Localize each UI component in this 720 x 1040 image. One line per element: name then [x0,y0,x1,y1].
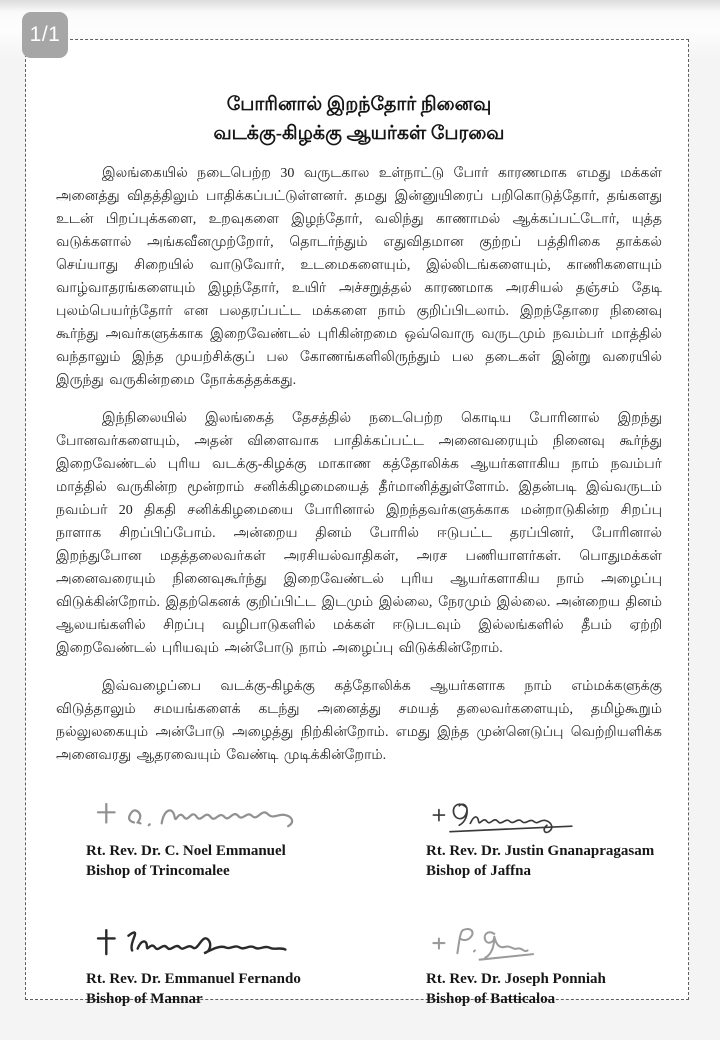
signature-scribble-icon [86,921,326,967]
signature-block [426,921,694,1009]
signatory-title: Bishop of Mannar [86,991,203,1007]
signatory-title: Bishop of Trincomalee [86,863,230,879]
document-title [56,90,662,148]
paragraph: இவ்வழைப்பை வடக்கு-கிழக்கு கத்தோலிக்க ஆயர்களாக நாம் எம்மக்களுக்கு விடுத்தாலும் சமயங்களைக் கடந்து அனைத்து சமயத் தலைவர்களையும், தமிழ்கூறும் நல்லுலகையும் அன்போடு அழைத்து நிற்கின்றோம். எமது இந்த முன்னெடுப்பு வெற்றியளிக்க அனைவரது ஆதரவையும் வேண்டி முடிக்கின்றோம். [56,679,662,763]
signature-scribble-icon [426,921,666,967]
document-page [25,39,689,1007]
paragraph: இந்நிலையில் இலங்கைத் தேசத்தில் நடைபெற்ற கொடிய போரினால் இறந்து போனவர்களையும், அதன் விளைவாக பாதிக்கப்பட்ட அனைவரையும் நினைவு கூர்ந்து இறைவேண்டல் புரிய வடக்கு-கிழக்கு மாகாண கத்தோலிக்க ஆயர்களாகிய நாம் நவம்பர் மாத்தில் வருகின்ற மூன்றாம் சனிக்கிழமையைத் தீர்மானித்துள்ளோம். இதன்படி இவ்வருடம் நவம்பர் 20 திகதி சனிக்கிழமையை போரினால் இறந்தவர்களுக்காக மன்றாடுகின்ற சிறப்பு நாளாக சிறப்பிப்போம். அன்றைய தினம் போரில் ஈடுபட்ட தரப்பினர், போரினால் இறந்துபோன மதத்தலைவர்கள் அரசியல்வாதிகள், அரச பணியாளர்கள். பொதுமக்கள் அனைவரையும் நினைவுகூர்ந்து இறைவேண்டல் புரிய ஆயர்களாகிய நாம் அழைப்பு விடுக்கின்றோம். இதற்கெனக் குறிப்பிட்ட இடமும் இல்லை, நேரமும் இல்லை. அன்றைய தினம் ஆலயங்களில் சிறப்பு வழிபாடுகளில் மக்கள் ஈடுபடவும் இல்லங்களில் தீபம் ஏற்றி இறைவேண்டல் புரியவும் அன்போடு நாம் அழைப்பு விடுக்கின்றோம். [56,411,662,656]
signature-block [86,793,426,881]
signatory-name: Rt. Rev. Dr. Justin Gnanapragasam [426,843,655,859]
document-content [26,40,688,1009]
signatory-name: Rt. Rev. Dr. Emmanuel Fernando [86,971,301,987]
signatory-title: Bishop of Batticaloa [426,991,556,1007]
signatory-title: Bishop of Jaffna [426,863,532,879]
document-title-line1: போரினால் இறந்தோர் நினைவு [226,94,492,115]
signature-section [56,793,662,1009]
document-body [56,162,662,767]
document-title-line2: வடக்கு-கிழக்கு ஆயர்கள் பேரவை [213,123,505,144]
signatory-name: Rt. Rev. Dr. C. Noel Emmanuel [86,843,286,859]
paragraph: இலங்கையில் நடைபெற்ற 30 வருடகால உள்நாட்டு போர் காரணமாக எமது மக்கள் அனைத்து விதத்திலும் பாதிக்கப்பட்டுள்ளனர். தமது இன்னுயிரைப் பறிகொடுத்தோர், தங்களது உடன் பிறப்புக்களை, உறவுகளை இழந்தோர், வலிந்து காணாமல் ஆக்கப்பட்டோர், யுத்த வடுக்களால் அங்கவீனமுற்றோர், தொடர்ந்தும் எதுவிதமான குற்றப் பத்திரிகை தாக்கல் செய்யாது சிறையில் வாடுவோர், உடமைகளையும், இல்லிடங்களையும், காணிகளையும் வாழ்வாதரங்களையும் இழந்தோர், உயிர் அச்சறுத்தல் காரணமாக அரசியல் தஞ்சம் தேடி புலம்பெயர்ந்தோர் என பலதரப்பட்ட மக்களை நாம் குறிப்பிடலாம். இறந்தோரை நினைவு கூர்ந்து அவர்களுக்காக இறைவேண்டல் புரிகின்றமை ஒவ்வொரு வருடமும் நவம்பர் மாத்தில் வந்தாலும் இந்த முயற்சிக்குப் பல கோணங்களிலிருந்தும் பல தடைகள் இன்று வரையில் இருந்து வருகின்றமை நோக்கத்தக்கது. [56,166,662,388]
signature-scribble-icon [86,793,326,839]
signatory-name: Rt. Rev. Dr. Joseph Ponniah [426,971,606,987]
signature-block [426,793,694,881]
signature-scribble-icon [426,793,666,839]
signature-block [86,921,426,1009]
page-indicator-badge: 1/1 [22,12,68,58]
